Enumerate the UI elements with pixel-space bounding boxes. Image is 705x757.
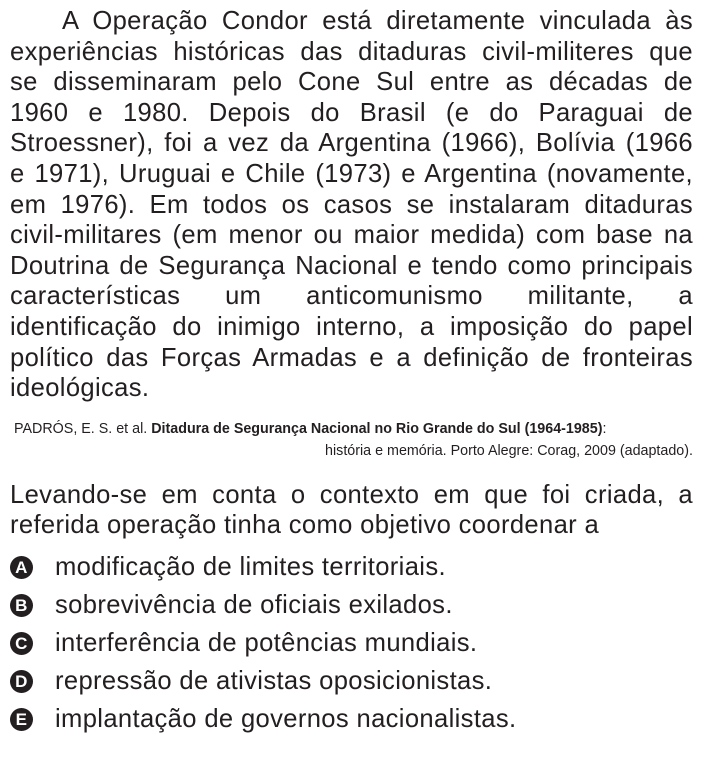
option-d-letter-badge: D: [10, 670, 33, 693]
citation-line-1: [10, 418, 693, 440]
question-stem: Levando-se em conta o contexto em que foi criada, a referida operação tinha como objetivo coordenar a: [10, 480, 693, 540]
citation-rest: história e memória. Porto Alegre: Corag, 2009 (adaptado).: [325, 442, 693, 459]
passage-text: A Operação Condor está diretamente vinculada às experiências históricas das ditaduras civil-militeres que se disseminaram pelo Cone Sul entre as décadas de 1960 e 1980. Depois do Brasil (e do Paraguai de Stroessner), foi a vez da Argentina (1966), Bolívia (1966 e 1971), Uruguai e Chile (1973) e Argentina (novamente, em 1976). Em todos os casos se instalaram ditaduras civil-militares (em menor ou maior medida) com base na Doutrina de Segurança Nacional e tendo como principais características um anticomunismo militante, a identificação do inimigo interno, a imposição do papel político das Forças Armadas e a definição de fronteiras ideológicas.: [10, 7, 693, 403]
answer-options: [10, 549, 693, 739]
citation: [10, 418, 693, 462]
option-e-letter-badge: E: [10, 708, 33, 731]
option-c-text: interferência de potências mundiais.: [55, 629, 478, 658]
option-a-text: modificação de limites territoriais.: [55, 553, 446, 582]
option-b[interactable]: [10, 587, 693, 625]
option-e[interactable]: [10, 701, 693, 739]
citation-authors: PADRÓS, E. S. et al.: [14, 420, 152, 437]
option-d-text: repressão de ativistas oposicionistas.: [55, 667, 493, 696]
option-c-letter-badge: C: [10, 632, 33, 655]
option-b-letter-badge: B: [10, 594, 33, 617]
option-e-text: implantação de governos nacionalistas.: [55, 705, 517, 734]
option-d[interactable]: [10, 663, 693, 701]
option-a-letter-badge: A: [10, 556, 33, 579]
citation-colon: :: [602, 420, 607, 437]
option-b-text: sobrevivência de oficiais exilados.: [55, 591, 453, 620]
citation-title: Ditadura de Segurança Nacional no Rio Grande do Sul (1964-1985): [151, 420, 603, 437]
option-a[interactable]: [10, 549, 693, 587]
option-c[interactable]: [10, 625, 693, 663]
